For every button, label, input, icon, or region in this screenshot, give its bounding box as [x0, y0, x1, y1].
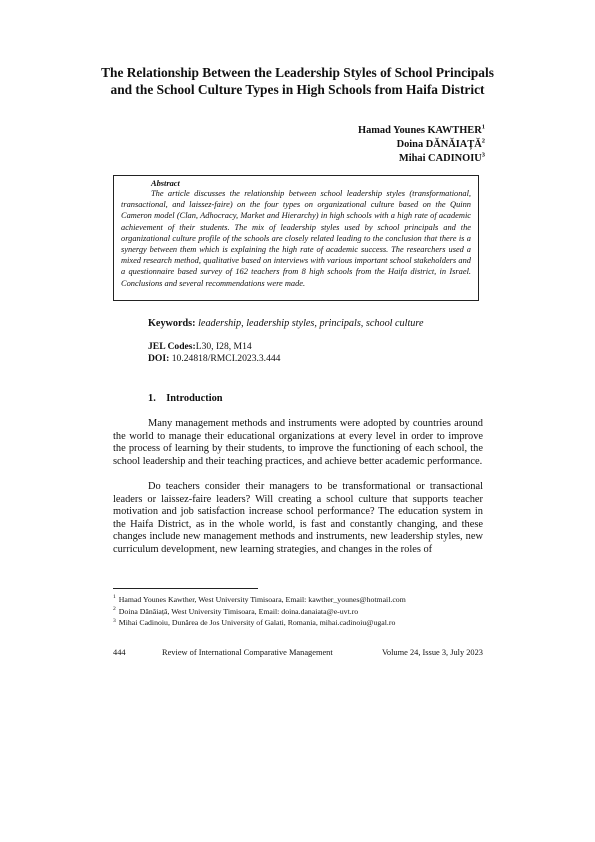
footnote-number: 3 [113, 617, 116, 624]
jel-value: L30, I28, M14 [195, 341, 252, 352]
author-name: Doina DĂNĂIAȚĂ [396, 139, 482, 150]
author-footnote-mark: 1 [481, 123, 485, 131]
author-footnote-mark: 2 [481, 137, 485, 145]
keywords-value: leadership, leadership styles, principals, school culture [198, 318, 424, 329]
abstract-heading: Abstract [151, 179, 180, 188]
section-title: Introduction [166, 393, 223, 404]
abstract-box [113, 175, 479, 301]
keywords-label: Keywords: [148, 318, 196, 329]
footnote-divider [113, 588, 258, 589]
footnote-text: Hamad Younes Kawther, West University Timisoara, Email: kawther_younes@hotmail.com [118, 595, 406, 604]
footnote-number: 1 [113, 594, 116, 601]
paper-title: The Relationship Between the Leadership Styles of School Principals and the School Culture Types in High Schools from Haifa District [101, 65, 494, 97]
footnote-1 [113, 594, 493, 606]
page-number: 444 [113, 648, 126, 657]
doi-line [148, 353, 280, 365]
author-2 [358, 138, 485, 152]
author-1 [358, 124, 485, 138]
volume-info: Volume 24, Issue 3, July 2023 [381, 648, 483, 657]
footnotes [113, 594, 493, 629]
body-paragraph-2: Do teachers consider their managers to be transformational or transactional leaders or laissez-faire leaders? Will creating a school culture that supports teacher motivation and job satisfaction increase school performance? The education system in the Haifa District, as in the whole world, is fast and constantly changing, and these changes include new management methods and instruments, new leadership styles, new curriculum development, new learning strategies, and changes in the roles of [113, 481, 483, 555]
codes-block [148, 341, 280, 365]
keywords-line [148, 318, 424, 329]
jel-line [148, 341, 280, 353]
author-name: Mihai CADINOIU [398, 153, 482, 164]
doi-label: DOI: [148, 353, 170, 364]
footnote-number: 2 [113, 606, 116, 612]
author-list [358, 124, 485, 166]
author-footnote-mark: 3 [481, 151, 485, 159]
journal-name: Review of International Comparative Management [162, 648, 333, 657]
author-3 [358, 152, 485, 166]
footnote-text: Doina Dănăiață, West University Timisoara, Email: doina.danaiata@e-uvt.ro [118, 606, 359, 616]
jel-label: JEL Codes: [148, 341, 196, 352]
footnote-3 [113, 617, 493, 629]
body-paragraph-1: Many management methods and instruments were adopted by countries around the world to manage their educational organizations at every level in order to improve the process of learning by their students, to improve the functioning of each school, the school leadership and their teaching practices, and achieve better academic performance. [113, 418, 483, 467]
abstract-text: The article discusses the relationship between school leadership styles (transformational, transactional, and laissez-faire) on the four types on organizational culture based on the Quinn Cameron model (Clan, Adhocracy, Market and Hierarchy) in high schools with a high rate of academic achievement of their students. The mix of leadership styles used by school principals and the organizational culture profile of the schools are closely related leading to the conclusion that there is a synergy between them which is explaining the high rate of academic success. The researchers used a mixed research method, qualitative based on interviews with various important school stakeholders and a questionnaire based survey of 162 teachers from 8 high schools from the Haifa district, in Israel. Conclusions and several recommendations were made. [121, 189, 471, 288]
doi-value: 10.24818/RMCI.2023.3.444 [171, 353, 281, 364]
section-number: 1. [148, 393, 156, 404]
section-heading [148, 393, 223, 404]
footnote-text: Mihai Cadinoiu, Dunărea de Jos University of Galati, Romania, mihai.cadinoiu@ugal.ro [118, 618, 396, 628]
author-name: Hamad Younes KAWTHER [358, 125, 482, 136]
footnote-2 [113, 606, 493, 618]
